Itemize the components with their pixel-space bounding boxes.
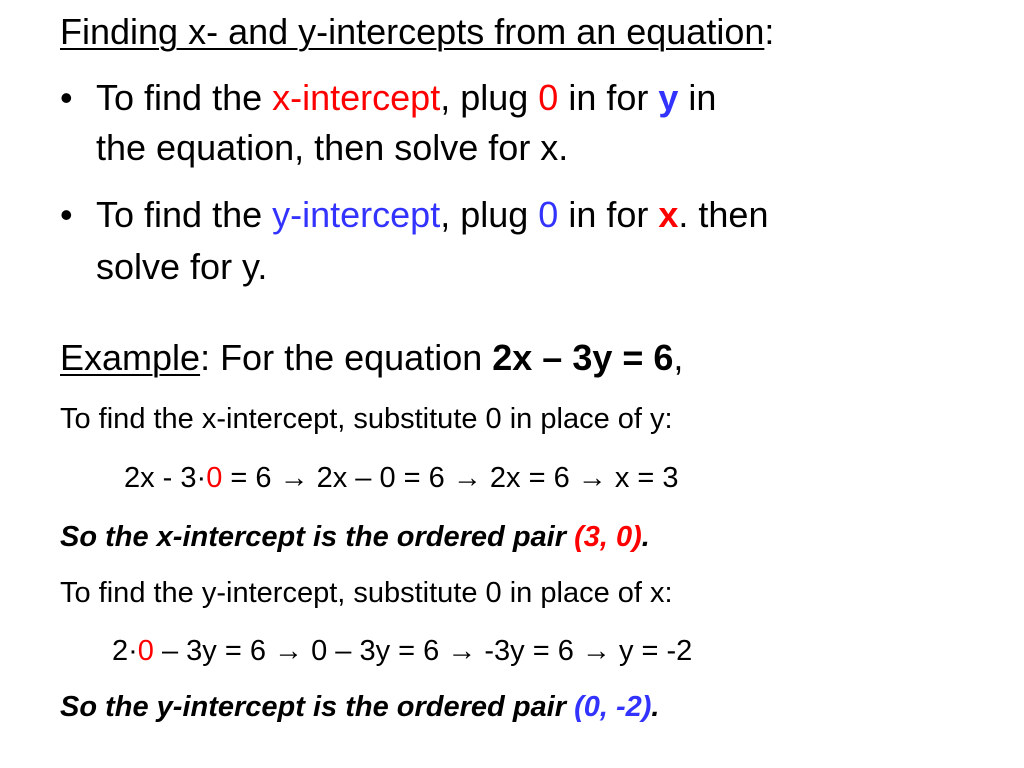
text-segment: . then [678,194,769,235]
example-label: Example [60,337,201,378]
text-segment: To find the [96,194,273,235]
zero-value: 0 [538,77,559,118]
zero-value: 0 [206,462,223,494]
y-intercept-work [112,634,692,668]
bullet-y-intercept-line-1 [96,195,768,235]
text-segment: , plug [440,77,539,118]
heading-title: Finding x- and y-intercepts from an equation [60,11,765,52]
text-segment: in [678,77,717,118]
text-segment: So the x-intercept is the ordered pair [60,521,575,553]
heading-colon: : [764,11,775,52]
text-segment: = 6 → 2x – 0 = 6 → 2x = 6 → x = 3 [222,462,679,494]
variable-y: y [658,77,679,118]
text-segment: . [641,521,650,553]
bullet-x-intercept-line-2: the equation, then solve for x. [96,127,569,168]
x-intercept-term: x-intercept [272,77,441,118]
text-segment: , plug [440,194,539,235]
text-segment: 2x - 3· [124,462,207,494]
y-intercept-instruction: To find the y-intercept, substitute 0 in place of x: [60,577,673,609]
bullet-x-intercept-line-1 [96,78,716,118]
text-segment: 2· [112,635,138,667]
zero-value: 0 [137,635,154,667]
variable-x: x [658,194,679,235]
text-segment: – 3y = 6 → 0 – 3y = 6 → -3y = 6 → y = -2 [153,635,693,667]
example-line [60,338,683,378]
text-segment: To find the [96,77,273,118]
x-intercept-work [124,461,679,495]
x-intercept-pair: (3, 0) [574,521,642,553]
text-segment: , [673,337,684,378]
x-intercept-instruction: To find the x-intercept, substitute 0 in place of y: [60,403,673,435]
text-segment: in for [558,194,659,235]
x-intercept-conclusion [60,520,650,554]
text-segment: So the y-intercept is the ordered pair [60,691,575,723]
slide-heading [60,12,774,52]
bullet-marker: • [60,77,73,118]
y-intercept-conclusion [60,690,659,724]
bullet-marker: • [60,194,73,235]
y-intercept-term: y-intercept [272,194,441,235]
text-segment: in for [558,77,659,118]
bullet-y-intercept-line-2: solve for y. [96,246,268,287]
zero-value: 0 [538,194,559,235]
text-segment: : For the equation [200,337,493,378]
text-segment: . [651,691,660,723]
example-equation: 2x – 3y = 6 [492,337,674,378]
y-intercept-pair: (0, -2) [574,691,652,723]
